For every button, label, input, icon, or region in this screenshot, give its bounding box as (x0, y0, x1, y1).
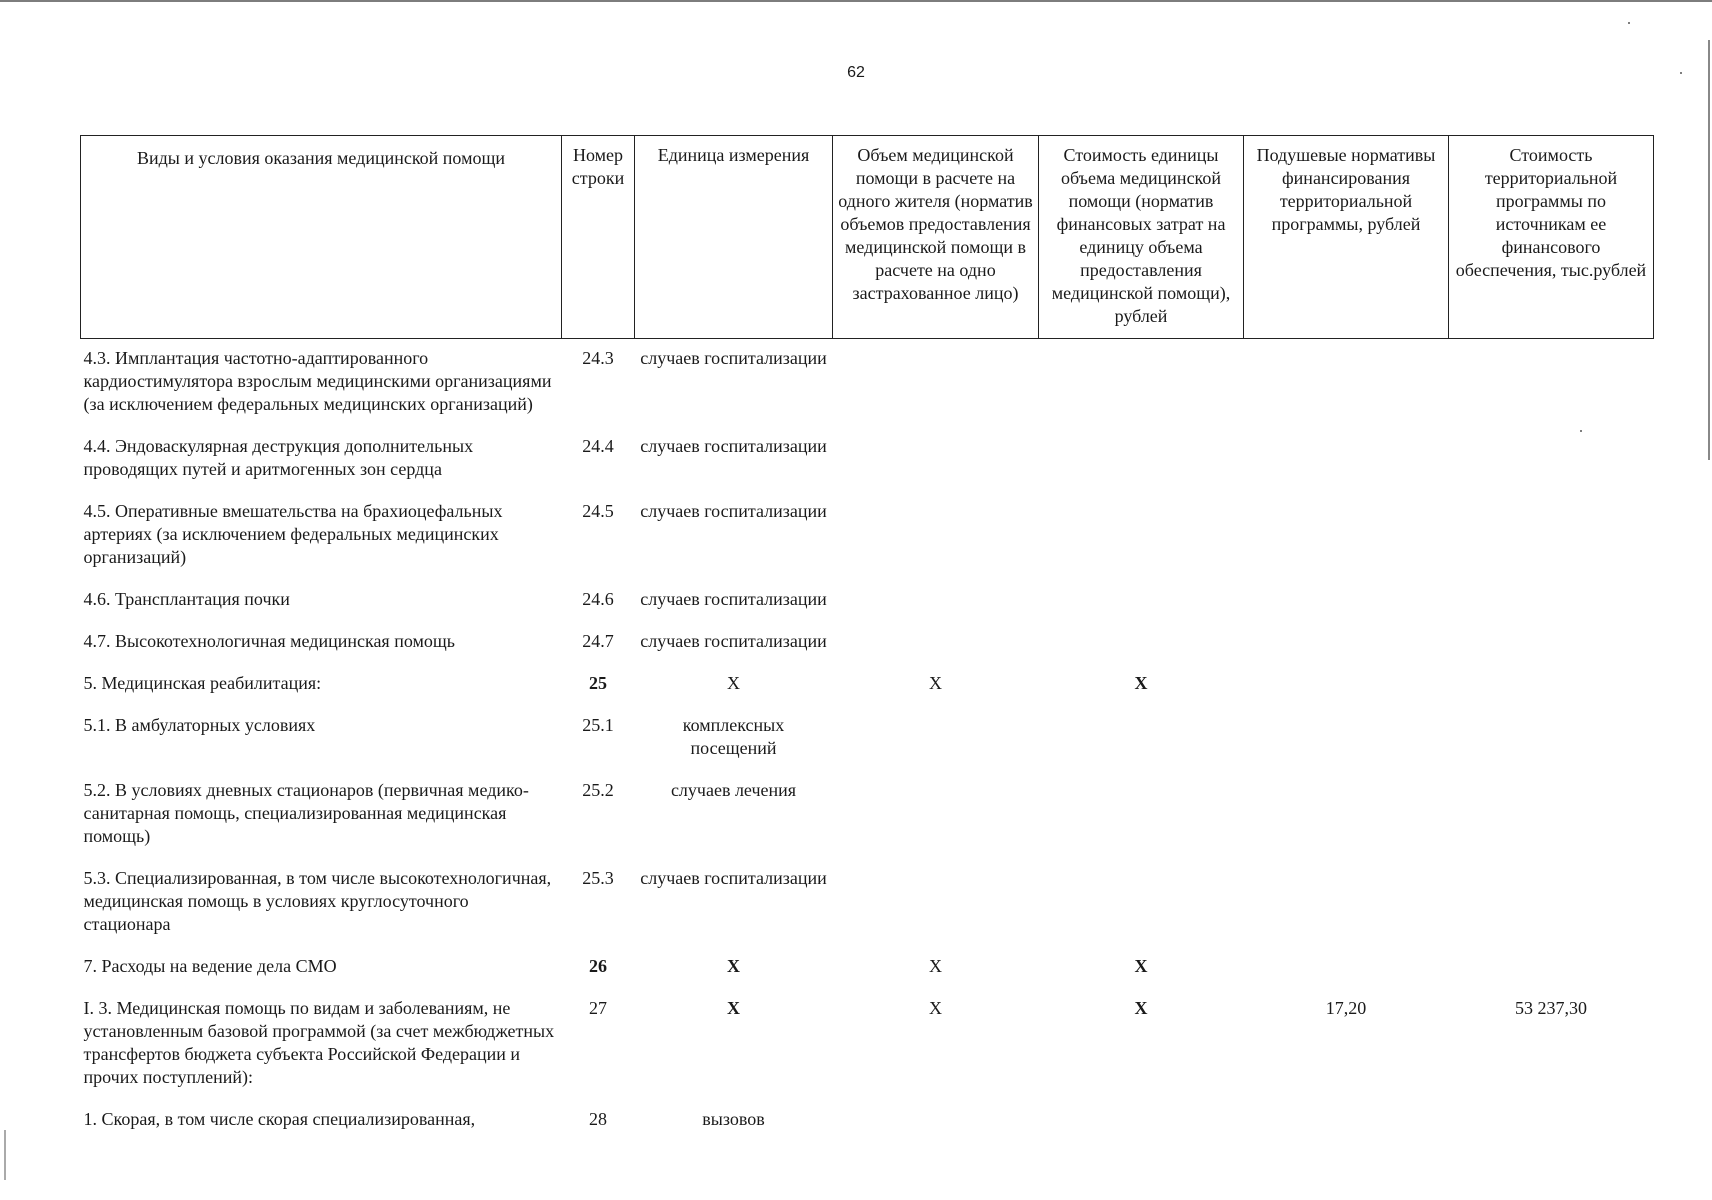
row-program-cost (1449, 664, 1654, 706)
row-volume (833, 339, 1039, 428)
page-number: 62 (847, 64, 865, 81)
row-name: 5.3. Специализированная, в том числе высокотехнологичная, медицинская помощь в условиях круглосуточного стационара (83, 868, 552, 934)
row-unit: X (727, 998, 740, 1018)
row-name: 1. Скорая, в том числе скорая специализированная, (83, 1109, 476, 1129)
row-number: 27 (589, 998, 607, 1018)
row-volume (833, 622, 1039, 664)
row-unit-cost (1039, 859, 1244, 947)
row-program-cost (1449, 622, 1654, 664)
row-per-capita (1244, 771, 1449, 859)
row-unit: X (727, 673, 740, 693)
row-name: 4.6. Трансплантация почки (83, 589, 290, 609)
row-unit-cost (1039, 771, 1244, 859)
header-program-cost: Стоимость территориальной программы по источникам ее финансового обеспечения, тыс.рублей (1449, 136, 1654, 339)
row-volume (833, 706, 1039, 771)
table-header-row (81, 136, 1654, 339)
row-name: 4.5. Оперативные вмешательства на брахиоцефальных артериях (за исключением федеральных медицинских организаций) (83, 501, 503, 567)
table-row (81, 664, 1654, 706)
financing-table (80, 135, 1654, 1142)
row-number: 24.6 (582, 589, 614, 609)
row-name: 5.1. В амбулаторных условиях (83, 715, 316, 735)
row-unit: случаев госпитализации (640, 501, 827, 521)
row-name: 5. Медицинская реабилитация: (83, 673, 322, 693)
table-row (81, 771, 1654, 859)
row-name: I. 3. Медицинская помощь по видам и заболеваниям, не установленным базовой программой (за счет межбюджетных трансфертов бюджета субъекта Российской Федерации и прочих поступлений): (83, 998, 555, 1087)
row-program-cost (1449, 1100, 1654, 1142)
row-unit: X (727, 956, 740, 976)
row-number: 25.2 (582, 780, 614, 800)
scan-edge-shadow (4, 1130, 6, 1180)
table-row (81, 622, 1654, 664)
row-unit: комплексных посещений (682, 715, 785, 758)
table-row (81, 989, 1654, 1100)
row-unit-cost (1039, 339, 1244, 428)
row-unit: случаев лечения (670, 780, 797, 800)
row-number: 28 (589, 1109, 607, 1129)
header-unit: Единица измерения (635, 136, 833, 339)
row-unit-cost (1039, 427, 1244, 492)
row-per-capita (1244, 580, 1449, 622)
row-program-cost (1449, 339, 1654, 428)
header-care-type: Виды и условия оказания медицинской помощи (81, 136, 562, 339)
row-volume: X (929, 673, 942, 693)
row-unit: случаев госпитализации (640, 631, 827, 651)
row-volume (833, 580, 1039, 622)
row-per-capita (1244, 427, 1449, 492)
row-name: 7. Расходы на ведение дела СМО (83, 956, 337, 976)
row-volume (833, 859, 1039, 947)
row-unit-cost (1039, 1100, 1244, 1142)
table-row (81, 706, 1654, 771)
row-program-cost (1449, 706, 1654, 771)
row-name: 4.3. Имплантация частотно-адаптированного кардиостимулятора взрослым медицинскими организациями (за исключением федеральных медицинских организаций) (83, 348, 552, 414)
row-unit: случаев госпитализации (640, 589, 827, 609)
table-row (81, 859, 1654, 947)
row-per-capita (1244, 339, 1449, 428)
row-number: 25.1 (582, 715, 614, 735)
row-unit-cost: X (1134, 673, 1148, 693)
row-unit: случаев госпитализации (640, 868, 827, 888)
table-row (81, 339, 1654, 428)
row-per-capita (1244, 947, 1449, 989)
row-per-capita (1244, 1100, 1449, 1142)
table-row (81, 947, 1654, 989)
header-volume-per-resident: Объем медицинской помощи в расчете на одного жителя (норматив объемов предоставления медицинской помощи в расчете на одно застрахованное лицо) (833, 136, 1039, 339)
row-name: 4.7. Высокотехнологичная медицинская помощь (83, 631, 455, 651)
row-unit-cost: X (1134, 998, 1148, 1018)
row-per-capita (1244, 492, 1449, 580)
header-per-capita-norms: Подушевые нормативы финансирования территориальной программы, рублей (1244, 136, 1449, 339)
row-volume (833, 1100, 1039, 1142)
row-volume (833, 427, 1039, 492)
table-row (81, 427, 1654, 492)
row-unit: случаев госпитализации (640, 436, 827, 456)
row-number: 26 (589, 956, 607, 976)
row-per-capita: 17,20 (1325, 998, 1367, 1018)
row-per-capita (1244, 859, 1449, 947)
row-number: 25 (589, 673, 607, 693)
row-unit-cost (1039, 706, 1244, 771)
row-program-cost (1449, 580, 1654, 622)
row-unit: вызовов (702, 1109, 765, 1129)
row-number: 24.3 (582, 348, 614, 368)
row-unit-cost (1039, 580, 1244, 622)
row-unit-cost: X (1134, 956, 1148, 976)
scan-edge-shadow (1708, 40, 1710, 460)
row-program-cost (1449, 427, 1654, 492)
row-volume (833, 492, 1039, 580)
row-per-capita (1244, 706, 1449, 771)
row-number: 24.4 (582, 436, 614, 456)
row-program-cost (1449, 492, 1654, 580)
row-volume: X (929, 998, 942, 1018)
row-per-capita (1244, 664, 1449, 706)
row-number: 24.7 (582, 631, 614, 651)
scan-speck (1580, 430, 1582, 432)
header-row-number: Номер строки (562, 136, 635, 339)
row-per-capita (1244, 622, 1449, 664)
table-row (81, 580, 1654, 622)
row-program-cost (1449, 947, 1654, 989)
header-unit-cost: Стоимость единицы объема медицинской помощи (норматив финансовых затрат на единицу объема предоставления медицинской помощи), рублей (1039, 136, 1244, 339)
row-program-cost: 53 237,30 (1515, 998, 1587, 1018)
table-row (81, 492, 1654, 580)
scan-speck (1680, 72, 1682, 74)
top-rule (0, 0, 1712, 2)
row-program-cost (1449, 859, 1654, 947)
scan-speck (1628, 22, 1630, 24)
row-unit: случаев госпитализации (640, 348, 827, 368)
row-number: 25.3 (582, 868, 614, 888)
table-row (81, 1100, 1654, 1142)
row-name: 4.4. Эндоваскулярная деструкция дополнительных проводящих путей и аритмогенных зон сердца (83, 436, 474, 479)
row-number: 24.5 (582, 501, 614, 521)
row-unit-cost (1039, 492, 1244, 580)
row-program-cost (1449, 771, 1654, 859)
row-name: 5.2. В условиях дневных стационаров (первичная медико-санитарная помощь, специализированная медицинская помощь) (83, 780, 529, 846)
row-volume: X (929, 956, 942, 976)
row-volume (833, 771, 1039, 859)
row-unit-cost (1039, 622, 1244, 664)
